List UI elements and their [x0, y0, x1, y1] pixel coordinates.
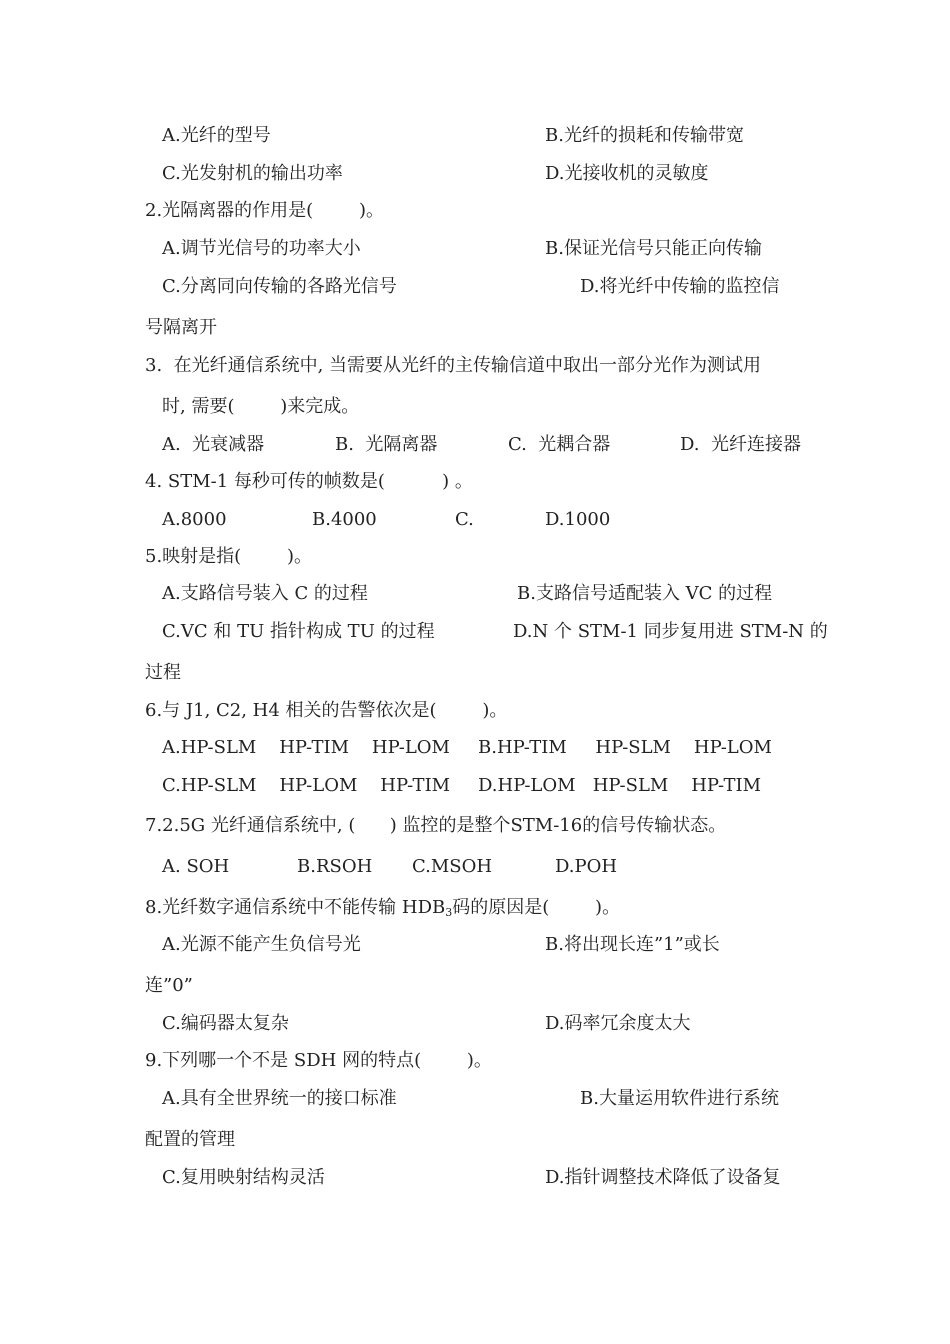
q3-option-c: C. 光耦合器: [508, 434, 611, 455]
q6-option-a: A.HP-SLM HP-TIM HP-LOM: [162, 737, 450, 758]
q8-option-c: C.编码器太复杂: [162, 1013, 289, 1034]
q1-option-a: A.光纤的型号: [162, 125, 271, 146]
q6-option-c: C.HP-SLM HP-LOM HP-TIM: [162, 775, 451, 796]
q6-option-d: D.HP-LOM HP-SLM HP-TIM: [478, 775, 762, 796]
q9-option-c: C.复用映射结构灵活: [162, 1167, 325, 1188]
q1-option-b: B.光纤的损耗和传输带宽: [545, 125, 744, 146]
q4-stem: 4. STM-1 每秒可传的帧数是( ) 。: [145, 471, 473, 492]
q4-option-b: B.4000: [312, 509, 377, 530]
q5-option-a: A.支路信号装入 C 的过程: [162, 583, 368, 604]
q8-stem-subscript: 3: [445, 906, 453, 919]
q7-option-c: C.MSOH: [412, 856, 493, 877]
q8-stem-text-end: 码的原因是( )。: [452, 897, 621, 918]
q8-stem: [145, 897, 620, 924]
q9-option-b: B.大量运用软件进行系统: [580, 1088, 779, 1109]
q3-option-a: A. 光衰减器: [162, 434, 265, 455]
q7-option-b: B.RSOH: [297, 856, 373, 877]
q2-option-b: B.保证光信号只能正向传输: [545, 238, 762, 259]
q8-option-a: A.光源不能产生负信号光: [162, 934, 361, 955]
q9-stem: 9.下列哪一个不是 SDH 网的特点( )。: [145, 1050, 492, 1071]
q1-option-d: D.光接收机的灵敏度: [545, 163, 709, 184]
q7-option-d: D.POH: [555, 856, 618, 877]
q2-option-d-continued: 号隔离开: [145, 317, 217, 338]
q6-stem: 6.与 J1, C2, H4 相关的告警依次是( )。: [145, 700, 508, 721]
q5-option-d: D.N 个 STM-1 同步复用进 STM-N 的: [513, 621, 828, 642]
q2-option-a: A.调节光信号的功率大小: [162, 238, 361, 259]
q5-option-d-continued: 过程: [145, 662, 181, 683]
q7-option-a: A. SOH: [162, 856, 230, 877]
q9-option-b-continued: 配置的管理: [145, 1129, 235, 1150]
q8-option-b: B.将出现长连”1”或长: [545, 934, 720, 955]
q5-stem: 5.映射是指( )。: [145, 546, 312, 567]
q3-option-d: D. 光纤连接器: [680, 434, 801, 455]
q4-option-a: A.8000: [162, 509, 227, 530]
q6-option-b: B.HP-TIM HP-SLM HP-LOM: [478, 737, 772, 758]
q9-option-a: A.具有全世界统一的接口标准: [162, 1088, 397, 1109]
q4-option-c: C.: [455, 509, 474, 530]
q5-option-c: C.VC 和 TU 指针构成 TU 的过程: [162, 621, 435, 642]
q8-stem-text: 8.光纤数字通信系统中不能传输 HDB: [145, 897, 446, 918]
q2-stem: 2.光隔离器的作用是( )。: [145, 200, 384, 221]
q2-option-d: D.将光纤中传输的监控信: [580, 276, 780, 297]
q4-option-d: D.1000: [545, 509, 611, 530]
q8-option-b-continued: 连”0”: [145, 975, 193, 996]
q3-stem: 3. 在光纤通信系统中, 当需要从光纤的主传输信道中取出一部分光作为测试用: [145, 355, 762, 376]
q3-option-b: B. 光隔离器: [335, 434, 438, 455]
q3-stem-continued: 时, 需要( )来完成。: [162, 396, 360, 417]
q9-option-d: D.指针调整技术降低了设备复: [545, 1167, 781, 1188]
q2-option-c: C.分离同向传输的各路光信号: [162, 276, 397, 297]
q8-option-d: D.码率冗余度太大: [545, 1013, 691, 1034]
q5-option-b: B.支路信号适配装入 VC 的过程: [517, 583, 773, 604]
q1-option-c: C.光发射机的输出功率: [162, 163, 343, 184]
q7-stem: 7.2.5G 光纤通信系统中, ( ) 监控的是整个STM-16的信号传输状态。: [145, 815, 727, 836]
